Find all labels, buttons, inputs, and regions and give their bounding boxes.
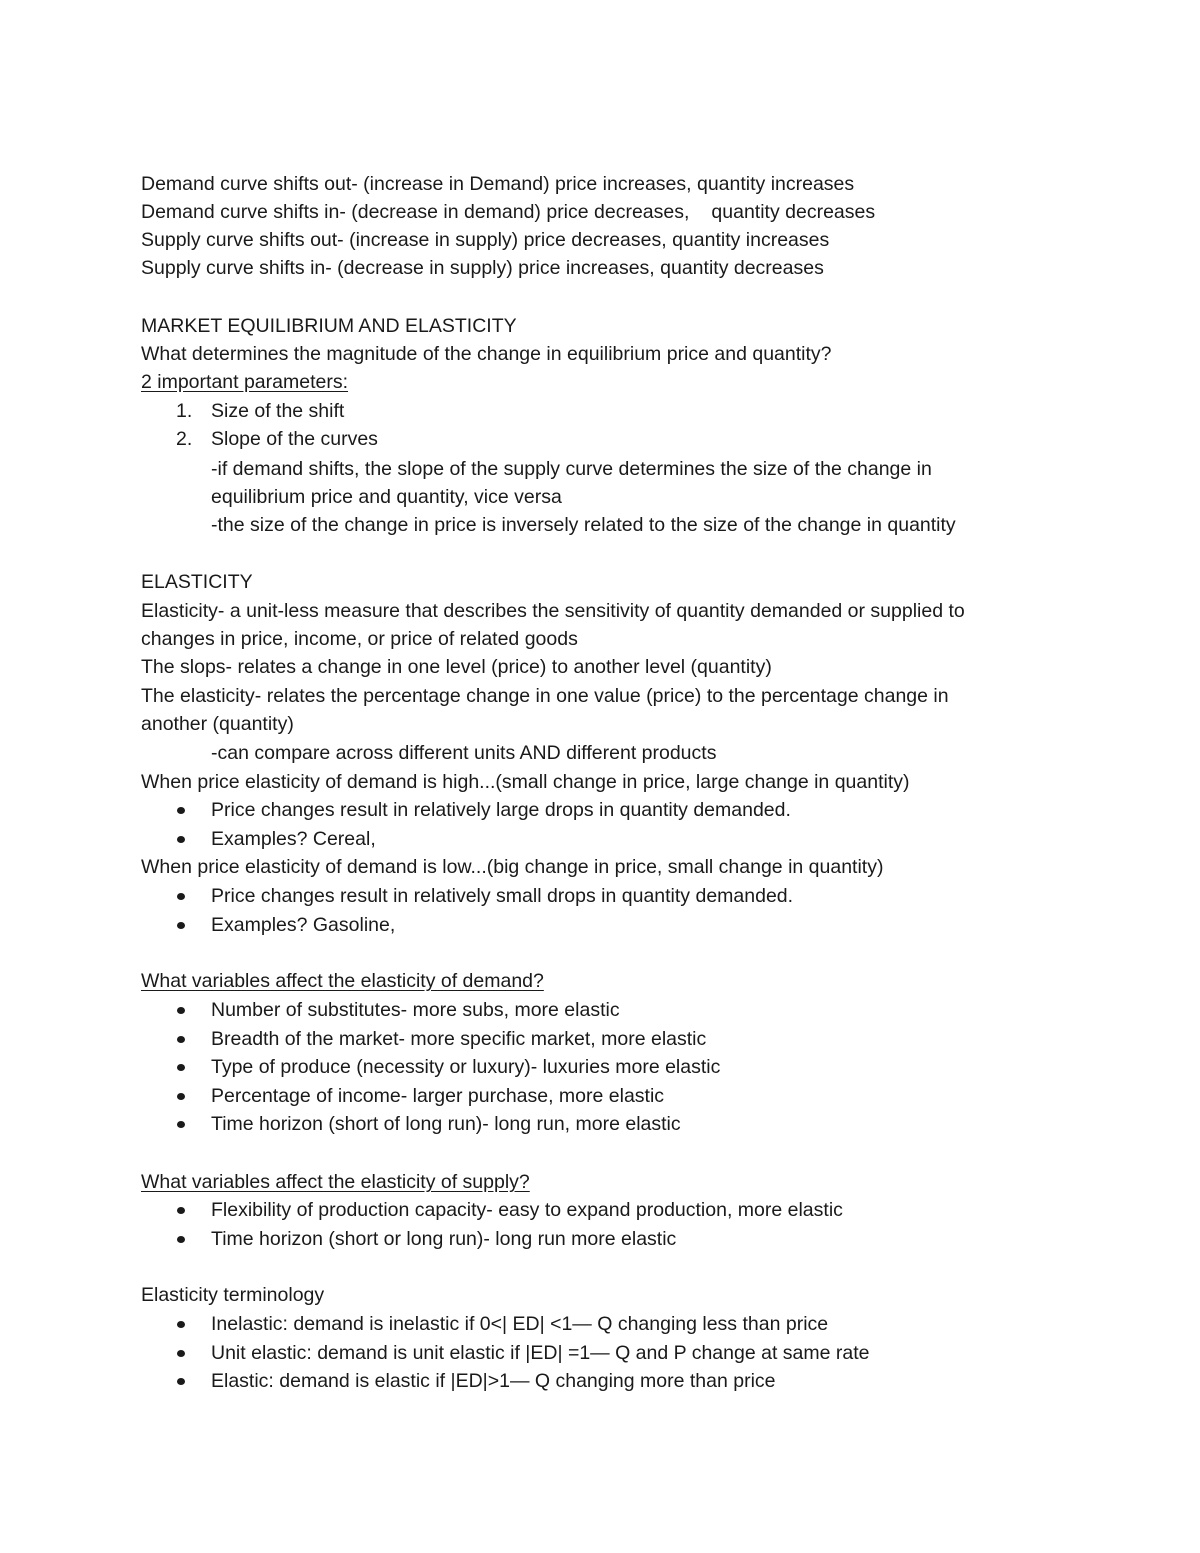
- supply-vars-heading: What variables affect the elasticity of supply?: [141, 1171, 530, 1193]
- market-heading: MARKET EQUILIBRIUM AND ELASTICITY: [141, 315, 517, 337]
- bullet-icon: [177, 807, 185, 814]
- demand-var-item: Time horizon (short of long run)- long run, more elastic: [211, 1113, 681, 1135]
- demand-var-item: Percentage of income- larger purchase, more elastic: [211, 1085, 665, 1107]
- shift-line-demand-in-part1: Demand curve shifts in- (decrease in demand) price decreases,: [141, 201, 690, 223]
- bullet-icon: [177, 1036, 185, 1043]
- low-elasticity-line: When price elasticity of demand is low...(big change in price, small change in quantity): [141, 856, 884, 878]
- bullet-icon: [177, 1350, 185, 1357]
- list-item-size-of-shift: Size of the shift: [211, 400, 345, 422]
- bullet-icon: [177, 1064, 185, 1071]
- supply-var-item: Time horizon (short or long run)- long run more elastic: [211, 1228, 677, 1250]
- demand-vars-heading: What variables affect the elasticity of demand?: [141, 970, 544, 992]
- low-bullet-1: Price changes result in relatively small drops in quantity demanded.: [211, 885, 794, 907]
- slope-note-3: -the size of the change in price is inversely related to the size of the change in quantity: [211, 514, 956, 536]
- shift-line-supply-out: Supply curve shifts out- (increase in supply) price decreases, quantity increases: [141, 229, 830, 251]
- supply-var-item: Flexibility of production capacity- easy to expand production, more elastic: [211, 1199, 843, 1221]
- terminology-item-inelastic: Inelastic: demand is inelastic if 0<| ED| <1— Q changing less than price: [211, 1313, 829, 1335]
- bullet-icon: [177, 1121, 185, 1128]
- bullet-icon: [177, 1093, 185, 1100]
- terminology-heading: Elasticity terminology: [141, 1284, 325, 1306]
- high-elasticity-line: When price elasticity of demand is high...(small change in price, large change in quantity): [141, 771, 910, 793]
- elasticity-def-2: changes in price, income, or price of related goods: [141, 628, 578, 650]
- bullet-icon: [177, 922, 185, 929]
- high-bullet-1: Price changes result in relatively large drops in quantity demanded.: [211, 799, 791, 821]
- shift-line-demand-out: Demand curve shifts out- (increase in Demand) price increases, quantity increases: [141, 173, 855, 195]
- bullet-icon: [177, 893, 185, 900]
- bullet-icon: [177, 1007, 185, 1014]
- bullet-icon: [177, 1378, 185, 1385]
- bullet-icon: [177, 836, 185, 843]
- high-bullet-2: Examples? Cereal,: [211, 828, 376, 850]
- shift-line-demand-in: [141, 198, 875, 226]
- demand-var-item: Breadth of the market- more specific market, more elastic: [211, 1028, 707, 1050]
- bullet-icon: [177, 1321, 185, 1328]
- terminology-item-elastic: Elastic: demand is elastic if |ED|>1— Q changing more than price: [211, 1370, 776, 1392]
- demand-var-item: Type of produce (necessity or luxury)- luxuries more elastic: [211, 1056, 721, 1078]
- elasticity-definition-1: The elasticity- relates the percentage change in one value (price) to the percentage change in: [141, 685, 949, 707]
- slope-note-1: -if demand shifts, the slope of the supply curve determines the size of the change in: [211, 458, 932, 480]
- bullet-icon: [177, 1207, 185, 1214]
- elasticity-def-1: Elasticity- a unit-less measure that describes the sensitivity of quantity demanded or supplied to: [141, 600, 965, 622]
- shift-line-supply-in: Supply curve shifts in- (decrease in supply) price increases, quantity decreases: [141, 257, 824, 279]
- params-label: 2 important parameters:: [141, 371, 349, 393]
- bullet-icon: [177, 1236, 185, 1243]
- terminology-item-unit-elastic: Unit elastic: demand is unit elastic if |ED| =1— Q and P change at same rate: [211, 1342, 870, 1364]
- elasticity-definition-2: another (quantity): [141, 713, 294, 735]
- shift-line-demand-in-part2: quantity decreases: [711, 201, 876, 223]
- low-bullet-2: Examples? Gasoline,: [211, 914, 396, 936]
- slope-note-2: equilibrium price and quantity, vice versa: [211, 486, 562, 508]
- list-item-slope-of-curves: Slope of the curves: [211, 428, 378, 450]
- demand-var-item: Number of substitutes- more subs, more elastic: [211, 999, 620, 1021]
- list-number: 2.: [176, 428, 193, 450]
- list-number: 1.: [176, 400, 193, 422]
- elasticity-heading: ELASTICITY: [141, 571, 253, 593]
- compare-note: -can compare across different units AND different products: [211, 742, 717, 764]
- slope-definition: The slops- relates a change in one level (price) to another level (quantity): [141, 656, 772, 678]
- market-question: What determines the magnitude of the change in equilibrium price and quantity?: [141, 343, 832, 365]
